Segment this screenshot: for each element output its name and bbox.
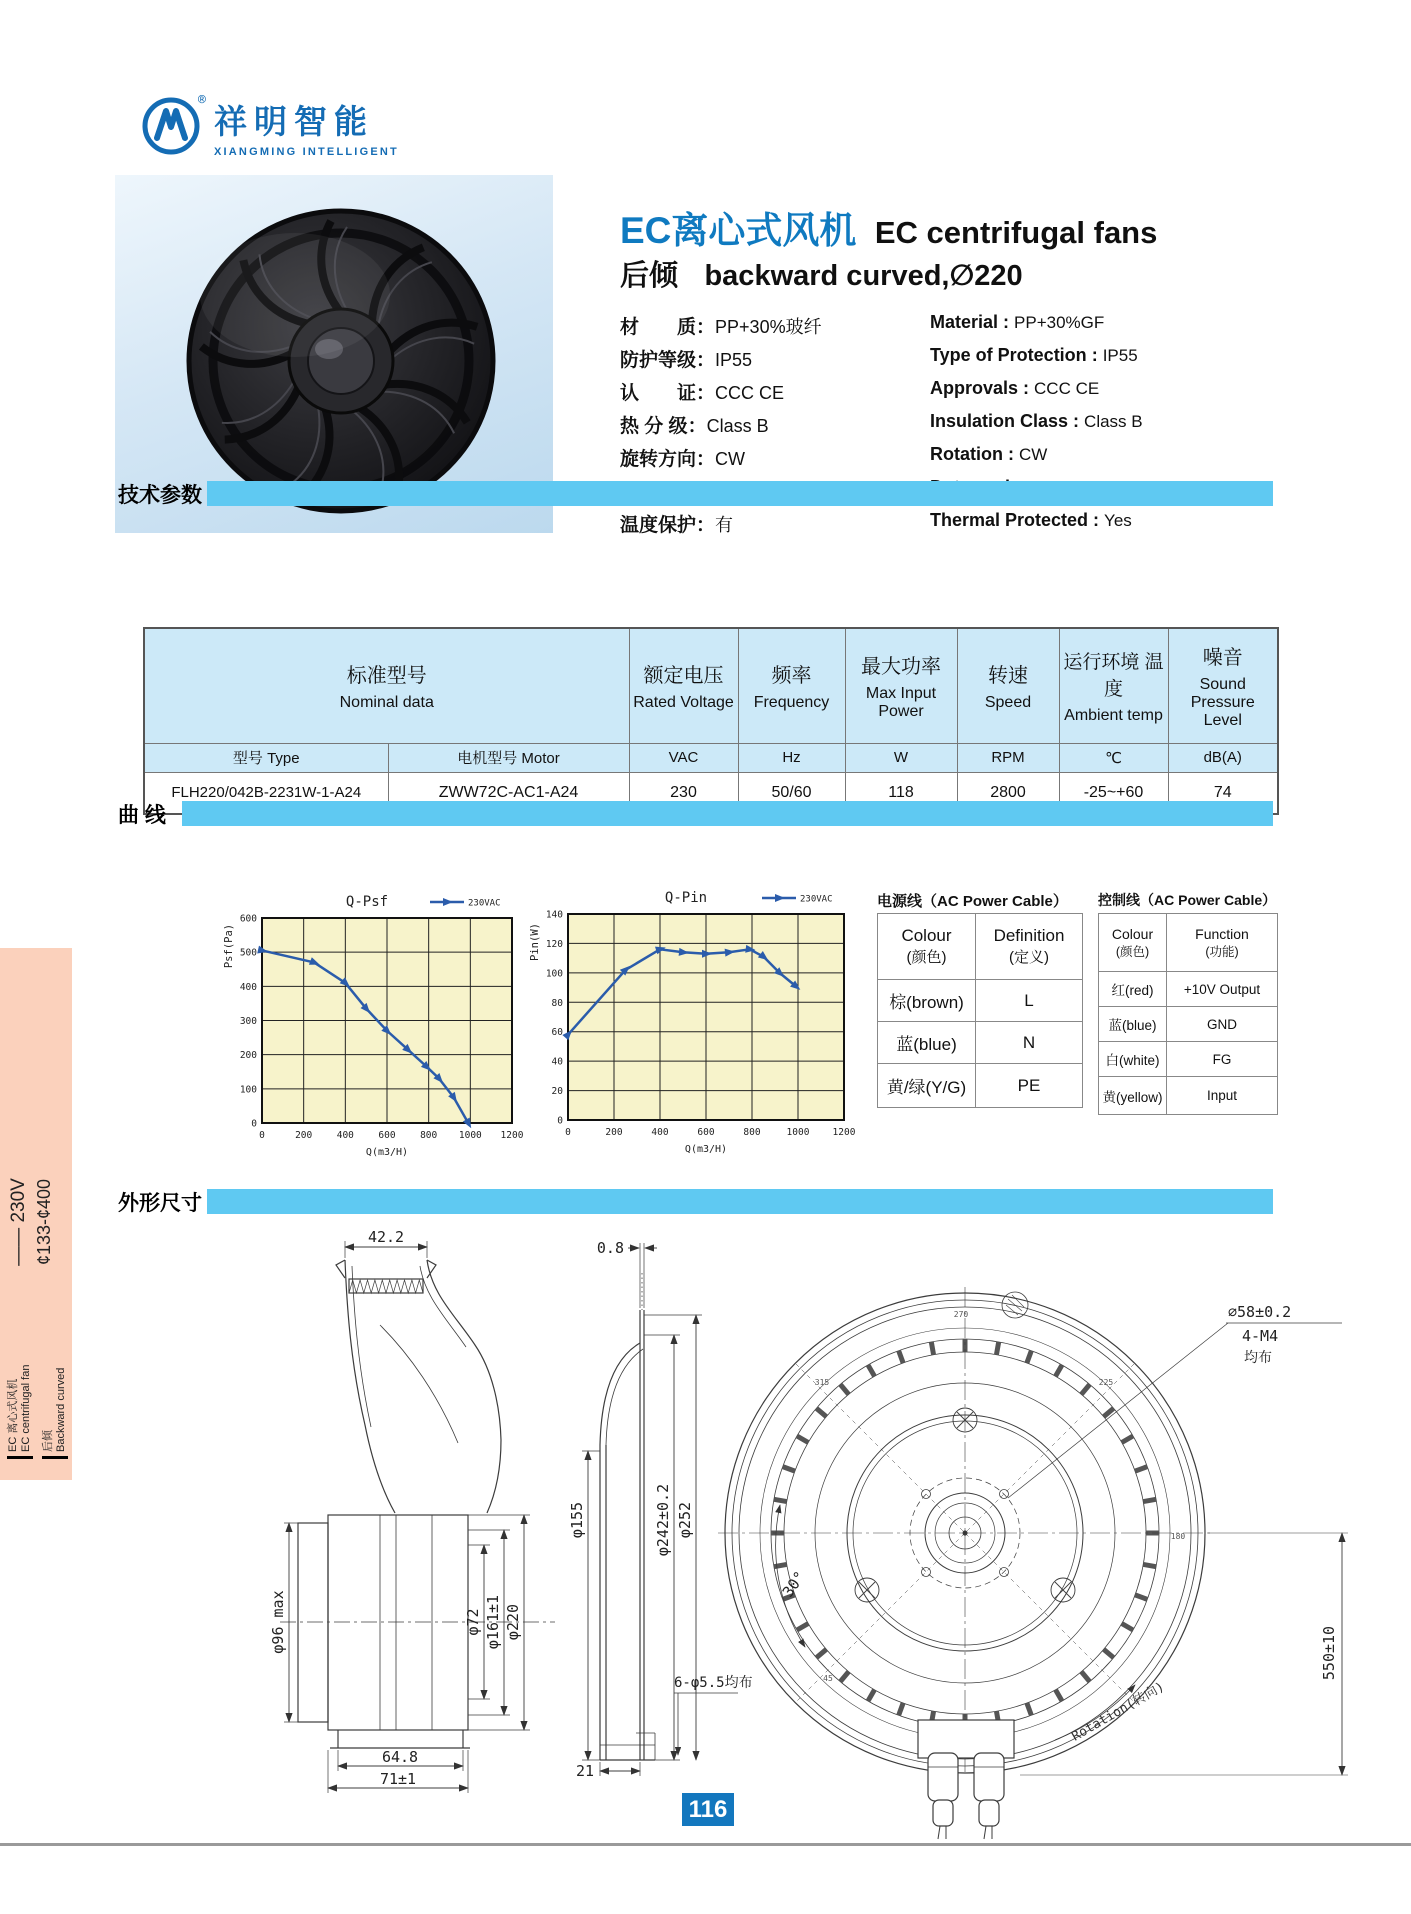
section-curves-bar <box>182 801 1273 826</box>
svg-text:100: 100 <box>239 1084 257 1096</box>
sidebar-category-1: EC 离心式风机 EC centrifugal fan <box>7 1269 33 1459</box>
table-header-cell <box>144 628 629 743</box>
dim-label: φ72 <box>464 1608 482 1636</box>
brand-logo-icon <box>138 90 210 162</box>
header-en: Frequency <box>753 694 830 712</box>
spec-value-en: Class B <box>1084 412 1143 431</box>
brand-logo <box>138 90 558 170</box>
spec-label-en: Thermal Protected <box>930 510 1089 530</box>
power-cable-title: 电源线（AC Power Cable） <box>877 893 1068 910</box>
page-number-badge: 116 <box>682 1793 734 1826</box>
header-cn: 频率 <box>771 665 812 688</box>
sidebar-voltage: —— 230V <box>8 1178 29 1266</box>
cable-colour: 蓝(blue) <box>878 1022 976 1064</box>
sidebar-category-block <box>7 1269 69 1459</box>
dim-label: φ96 max <box>269 1590 287 1654</box>
svg-text:1000: 1000 <box>786 1127 810 1138</box>
spec-label-en: Rotation <box>930 444 1003 464</box>
svg-text:300: 300 <box>239 1016 257 1027</box>
spec-value-cn: PP+30%玻纤 <box>715 317 822 337</box>
cable-def: N <box>976 1022 1083 1064</box>
table-header-cell <box>629 628 738 743</box>
spec-label-cn: 防护等级 <box>620 350 697 371</box>
subheader-cell: 型号 Type <box>144 743 388 772</box>
subheader-cell: Hz <box>738 743 845 772</box>
control-cable-title: 控制线（AC Power Cable） <box>1098 892 1277 908</box>
svg-text:0: 0 <box>557 1115 563 1127</box>
spec-value-cn: 有 <box>715 515 734 535</box>
cable-colour: 棕(brown) <box>878 980 976 1022</box>
cable-col-header: Function (功能) <box>1167 914 1278 972</box>
section-dims-label: 外形尺寸 <box>118 1192 202 1215</box>
svg-text:400: 400 <box>239 981 257 993</box>
svg-text:20: 20 <box>551 1086 563 1098</box>
svg-text:1200: 1200 <box>500 1130 524 1141</box>
spec-value-en: CCC CE <box>1034 379 1100 398</box>
frequency-cell: 50/60 <box>738 772 845 814</box>
table-header-cell <box>738 628 845 743</box>
spec-label-cn: 旋转方向 <box>620 449 697 470</box>
svg-text:120: 120 <box>545 938 563 950</box>
svg-text:0: 0 <box>259 1130 265 1141</box>
svg-text:Psf(Pa): Psf(Pa) <box>223 923 235 969</box>
chart-q-psf <box>208 862 530 1172</box>
subtitle-cn: 后倾 <box>620 260 679 292</box>
control-cable-table <box>1098 913 1278 1115</box>
colon: ： <box>696 317 716 338</box>
dim-label: 0.8 <box>596 1239 624 1257</box>
table-header-cell <box>957 628 1059 743</box>
table-header-cell <box>845 628 957 743</box>
spec-value-en: Yes <box>1104 511 1132 530</box>
registered-mark-icon: ® <box>198 93 206 108</box>
spec-value-en: PP+30%GF <box>1014 313 1105 332</box>
dim-label: 4-M4 <box>1242 1327 1279 1345</box>
subheader-cell: RPM <box>957 743 1059 772</box>
dimension-drawings-svg <box>80 1215 1400 1840</box>
spec-row <box>620 510 1400 540</box>
brand-name-en: XIANGMING INTELLIGENT <box>214 146 399 158</box>
spec-row <box>620 444 1400 474</box>
svg-text:200: 200 <box>295 1130 313 1141</box>
cable-colour: 白(white) <box>1099 1042 1167 1077</box>
spec-value-en: IP55 <box>1102 346 1138 365</box>
subheader-cell: ℃ <box>1059 743 1168 772</box>
colon: ： <box>696 515 716 536</box>
cable-colour: 红(red) <box>1099 972 1167 1007</box>
spec-value-cn: IP55 <box>715 350 753 370</box>
dim-label: 64.8 <box>381 1748 419 1766</box>
spec-label-cn: 认 证 <box>620 383 697 404</box>
model-cell: FLH220/042B-2231W-1-A24 <box>144 772 388 814</box>
dim-label: φ161±1 <box>484 1594 502 1650</box>
svg-text:400: 400 <box>336 1130 354 1141</box>
colon: ： <box>696 383 716 404</box>
sidebar-category-2: 后倾 Backward curved <box>42 1269 68 1459</box>
noise-cell: 74 <box>1168 772 1278 814</box>
angle-label: 315 <box>814 1378 830 1387</box>
svg-text:230VAC: 230VAC <box>468 898 501 909</box>
header-cn: 运行环境 温度 <box>1063 651 1164 700</box>
angle-label: 225 <box>1098 1378 1114 1387</box>
colon: ： <box>696 449 716 470</box>
svg-text:Q(m3/H): Q(m3/H) <box>684 1144 728 1155</box>
dim-label: 21 <box>575 1762 594 1780</box>
svg-text:200: 200 <box>239 1050 257 1062</box>
spec-label-cn: 热 分 级 <box>620 416 688 437</box>
colon: : <box>1088 510 1105 530</box>
spec-row <box>620 378 1400 408</box>
svg-text:600: 600 <box>697 1127 715 1138</box>
cable-func: Input <box>1167 1077 1278 1115</box>
header-en: Nominal data <box>339 694 434 712</box>
speed-cell: 2800 <box>957 772 1059 814</box>
cable-colour: 黄/绿(Y/G) <box>878 1064 976 1108</box>
spec-label-cn: 材 质 <box>620 317 697 338</box>
spec-label-cn: 温度保护 <box>620 515 697 536</box>
dim-label: 30° <box>778 1567 810 1601</box>
motor-cell: ZWW72C-AC1-A24 <box>388 772 629 814</box>
spec-label-en: Insulation Class <box>930 411 1069 431</box>
spec-label-en: Material <box>930 312 999 332</box>
dim-label: φ252 <box>676 1501 694 1539</box>
section-dims-bar <box>207 1189 1273 1214</box>
cable-def: L <box>976 980 1083 1022</box>
svg-text:200: 200 <box>605 1127 623 1138</box>
dim-label: 均布 <box>1244 1350 1272 1366</box>
colon: ： <box>696 350 716 371</box>
spec-value-cn: CW <box>715 449 746 469</box>
tech-table <box>143 627 1279 815</box>
colon: : <box>1086 345 1103 365</box>
svg-text:80: 80 <box>551 997 563 1009</box>
svg-text:1200: 1200 <box>832 1127 856 1138</box>
colon: ： <box>687 416 707 437</box>
sidebar-size-range: ¢133-¢400 <box>34 1178 54 1266</box>
dim-label: φ155 <box>568 1501 586 1539</box>
svg-text:40: 40 <box>551 1056 563 1068</box>
header-cn: 标准型号 <box>346 665 427 688</box>
svg-text:500: 500 <box>239 947 257 959</box>
angle-label: 270 <box>953 1310 969 1319</box>
spec-table <box>143 627 1279 815</box>
spec-row <box>620 411 1400 441</box>
colon: : <box>998 312 1015 332</box>
subheader-cell: 电机型号 Motor <box>388 743 629 772</box>
cable-col-header: Colour (颜色) <box>1099 914 1167 972</box>
subtitle-en: backward curved,∅220 <box>704 260 1023 292</box>
rotation-label: Rotation(转向) <box>1069 1679 1168 1745</box>
dim-label: 550±10 <box>1320 1625 1338 1681</box>
svg-text:600: 600 <box>378 1130 396 1141</box>
dimension-drawings <box>80 1215 1400 1845</box>
svg-text:Q-Pin: Q-Pin <box>664 890 708 906</box>
svg-text:600: 600 <box>239 913 257 925</box>
spec-label-en: Type of Protection <box>930 345 1087 365</box>
svg-text:800: 800 <box>420 1130 438 1141</box>
header-en: Ambient temp <box>1064 706 1163 724</box>
power-cable-table <box>877 913 1083 1108</box>
spec-row <box>620 312 1400 342</box>
cable-func: +10V Output <box>1167 972 1278 1007</box>
angle-label: 180 <box>1170 1532 1186 1541</box>
svg-text:0: 0 <box>251 1118 257 1130</box>
angle-label: 45 <box>823 1674 833 1683</box>
svg-text:400: 400 <box>651 1127 669 1138</box>
spec-label-en: Approvals <box>930 378 1019 398</box>
colon: : <box>1002 444 1019 464</box>
svg-text:60: 60 <box>551 1027 563 1039</box>
spec-value-cn: CCC CE <box>715 383 785 403</box>
cable-func: FG <box>1167 1042 1278 1077</box>
cable-col-header: Colour (颜色) <box>878 914 976 980</box>
cable-func: GND <box>1167 1007 1278 1042</box>
page-subtitle <box>620 253 1023 294</box>
header-en: Sound Pressure Level <box>1190 676 1255 730</box>
section-curves-label: 曲 线 <box>118 804 166 827</box>
header-cn: 转速 <box>988 665 1028 688</box>
dim-label: ∅58±0.2 <box>1228 1303 1292 1321</box>
cable-col-header: Definition (定义) <box>976 914 1083 980</box>
subheader-cell: W <box>845 743 957 772</box>
chart-q-pin <box>518 862 860 1172</box>
brand-name-cn: 祥明智能 <box>214 103 374 140</box>
svg-text:140: 140 <box>545 909 563 921</box>
cable-def: PE <box>976 1064 1083 1108</box>
svg-text:0: 0 <box>565 1127 571 1138</box>
temp-cell: -25~+60 <box>1059 772 1168 814</box>
dim-label: 6-φ5.5均布 <box>674 1675 753 1691</box>
section-tech-label: 技术参数 <box>118 484 202 507</box>
table-header-cell <box>1168 628 1278 743</box>
dim-label: φ242±0.2 <box>654 1483 672 1557</box>
svg-text:800: 800 <box>743 1127 761 1138</box>
spec-row <box>620 345 1400 375</box>
title-cn: EC离心式风机 <box>620 210 857 251</box>
power-cell: 118 <box>845 772 957 814</box>
svg-text:Q(m3/H): Q(m3/H) <box>365 1147 409 1158</box>
svg-text:1000: 1000 <box>458 1130 482 1141</box>
spec-value-en: CW <box>1018 445 1048 464</box>
header-cn: 最大功率 <box>861 656 941 679</box>
svg-text:230VAC: 230VAC <box>800 894 833 905</box>
spec-value-cn: Class B <box>706 416 769 436</box>
svg-text:100: 100 <box>545 968 563 980</box>
title-en: EC centrifugal fans <box>874 215 1158 250</box>
colon: : <box>1068 411 1085 431</box>
cable-colour: 蓝(blue) <box>1099 1007 1167 1042</box>
page-title <box>620 200 1157 254</box>
svg-text:Pin(W): Pin(W) <box>529 923 541 961</box>
header-cn: 额定电压 <box>643 665 724 688</box>
subheader-cell: VAC <box>629 743 738 772</box>
svg-text:Q-Psf: Q-Psf <box>345 894 389 910</box>
dim-label: 42.2 <box>367 1228 405 1246</box>
colon: : <box>1018 378 1035 398</box>
table-header-cell <box>1059 628 1168 743</box>
subheader-cell: dB(A) <box>1168 743 1278 772</box>
header-en: Rated Voltage <box>633 694 734 712</box>
section-tech-bar <box>207 481 1273 506</box>
cable-colour: 黄(yellow) <box>1099 1077 1167 1115</box>
bottom-rule <box>0 1843 1411 1846</box>
header-en: Max Input Power <box>865 685 937 721</box>
dim-label: φ220 <box>504 1603 522 1641</box>
dim-label: 71±1 <box>379 1770 417 1788</box>
voltage-cell: 230 <box>629 772 738 814</box>
header-cn: 噪音 <box>1202 647 1243 670</box>
header-en: Speed <box>984 694 1032 712</box>
